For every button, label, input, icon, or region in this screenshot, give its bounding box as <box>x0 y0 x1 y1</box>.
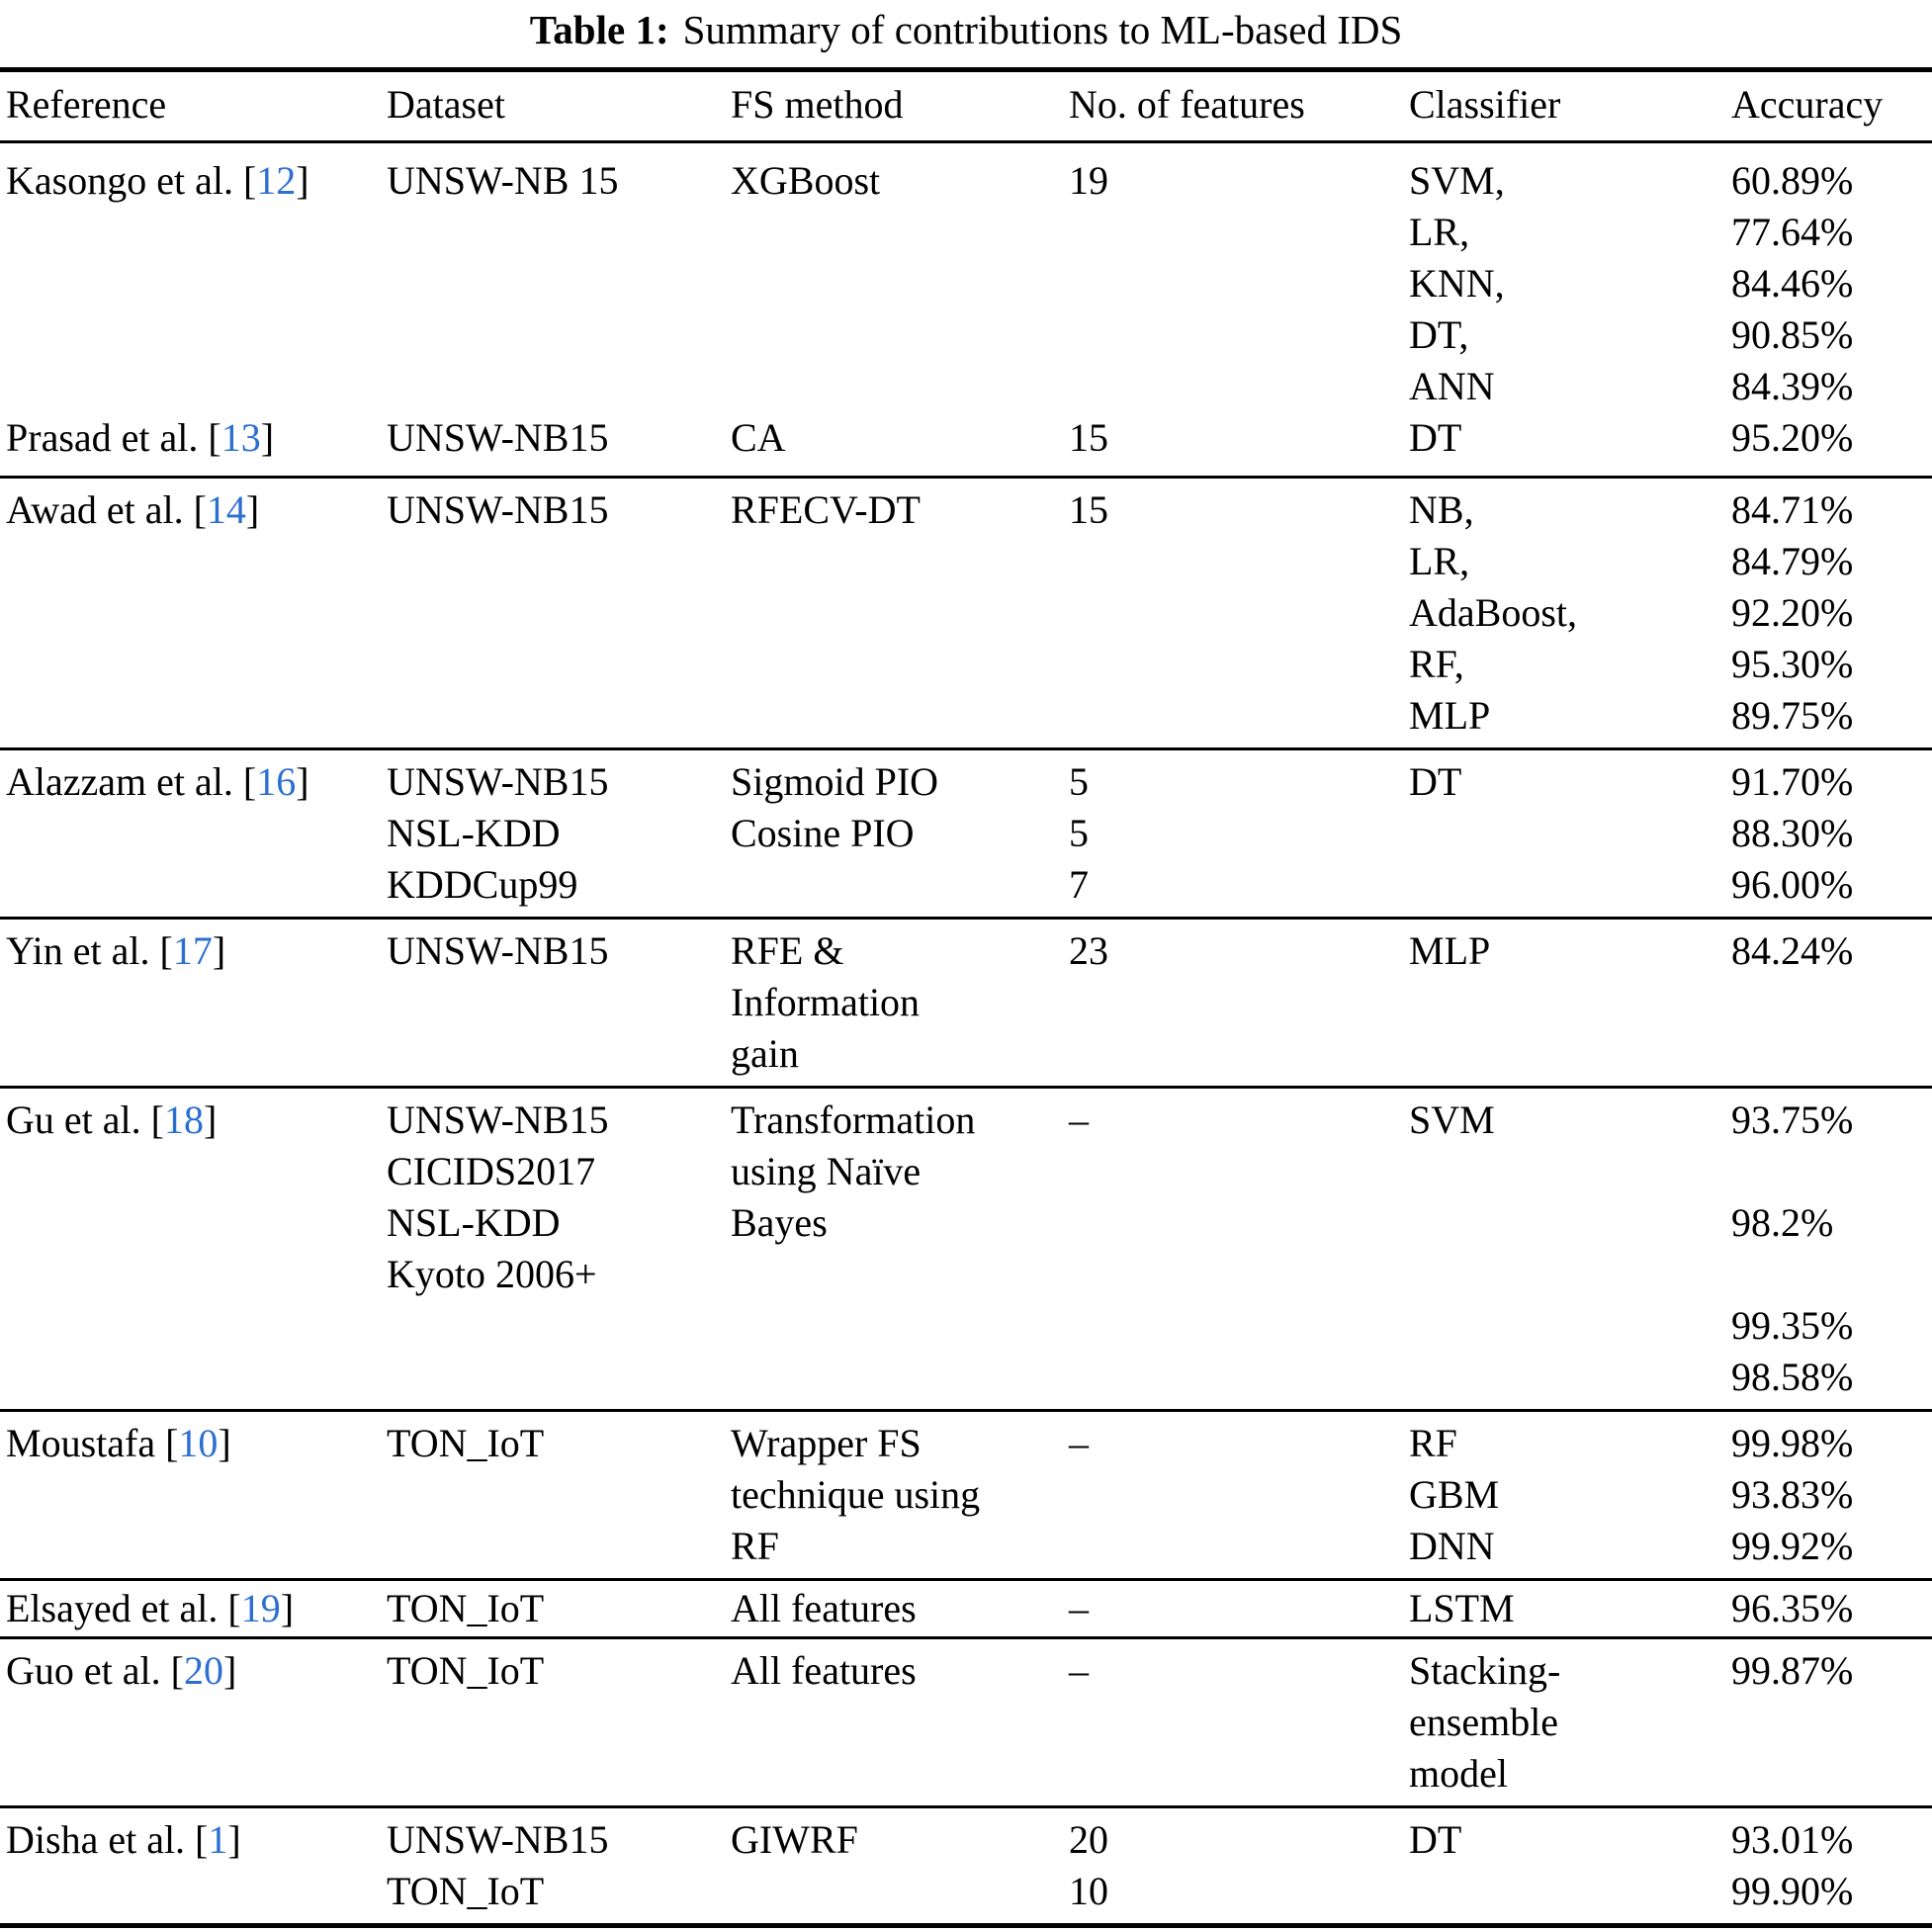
table-line: UNSW-NB15 <box>387 487 609 532</box>
table-line: Cosine PIO <box>731 811 915 855</box>
header-cell-dataset <box>381 79 725 131</box>
table-line: LR, <box>1409 539 1470 583</box>
table-line: All features <box>731 1586 917 1630</box>
column-header: Reference <box>6 82 167 127</box>
table-line <box>1069 258 1403 309</box>
cell-dataset <box>381 1814 725 1917</box>
cell-fs-method <box>725 1645 1063 1800</box>
table-line: 5 <box>1069 759 1089 804</box>
cell-reference <box>0 925 381 1080</box>
table-line: Wrapper FS <box>731 1421 922 1465</box>
table-line: UNSW-NB15 <box>387 1817 609 1862</box>
table-line <box>387 309 725 361</box>
cell-reference <box>0 1418 381 1572</box>
table-section-5 <box>0 1089 1932 1412</box>
cell-classifier <box>1403 155 1725 464</box>
table-line: 99.35% <box>1731 1303 1854 1348</box>
table-line: 10 <box>1069 1869 1108 1913</box>
citation-link[interactable]: 19 <box>240 1586 281 1630</box>
table-line: XGBoost <box>731 158 881 203</box>
table-line: 84.46% <box>1731 261 1854 306</box>
cell-classifier <box>1403 756 1725 911</box>
table-line: Kasongo et al. [12] <box>6 158 309 203</box>
cell-accuracy <box>1725 1095 1932 1403</box>
citation-link[interactable]: 14 <box>206 487 246 532</box>
column-header: FS method <box>731 82 904 127</box>
table-line: DNN <box>1409 1524 1495 1568</box>
table-line <box>6 309 381 361</box>
cell-reference <box>0 155 381 464</box>
table-line: RF <box>1409 1421 1457 1465</box>
citation-link[interactable]: 17 <box>172 928 213 973</box>
table-line: ensemble <box>1409 1700 1559 1744</box>
table-line: KDDCup99 <box>387 862 578 907</box>
table-line: 99.98% <box>1731 1421 1854 1465</box>
column-header: Classifier <box>1409 82 1561 127</box>
cell-accuracy <box>1725 155 1932 464</box>
table-line: 99.92% <box>1731 1524 1854 1568</box>
table-line: 90.85% <box>1731 312 1854 357</box>
table-line <box>1731 1249 1932 1300</box>
table-line: 23 <box>1069 928 1108 973</box>
cell-fs-method <box>725 756 1063 911</box>
table-line: 84.24% <box>1731 928 1854 973</box>
table-caption-label: Table 1: <box>529 7 669 52</box>
table-section-7 <box>0 1581 1932 1639</box>
cell-dataset <box>381 155 725 464</box>
table-section-6 <box>0 1412 1932 1581</box>
table-line: 84.71% <box>1731 487 1854 532</box>
table-caption-text: Summary of contributions to ML-based IDS <box>682 7 1403 52</box>
table-section-9 <box>0 1808 1932 1923</box>
cell-accuracy <box>1725 925 1932 1080</box>
cell-num-features <box>1063 1645 1403 1800</box>
table-line: NSL-KDD <box>387 1200 561 1245</box>
table-line: RF <box>731 1524 779 1568</box>
table-line: MLP <box>1409 693 1491 738</box>
table-line: GBM <box>1409 1472 1500 1517</box>
cell-reference <box>0 1645 381 1800</box>
column-header: Dataset <box>387 82 505 127</box>
table-line: UNSW-NB15 <box>387 1098 609 1142</box>
table-line: 98.2% <box>1731 1200 1834 1245</box>
table-line: Disha et al. [1] <box>6 1817 241 1862</box>
table-line: SVM <box>1409 1098 1495 1142</box>
cell-fs-method <box>725 1095 1063 1403</box>
cell-classifier <box>1403 484 1725 742</box>
table-line <box>731 309 1063 361</box>
table-line: 93.75% <box>1731 1098 1854 1142</box>
table-line: technique using <box>731 1472 981 1517</box>
cell-accuracy <box>1725 756 1932 911</box>
table-line: LSTM <box>1409 1586 1515 1630</box>
table-line: Sigmoid PIO <box>731 759 939 804</box>
table-line <box>6 361 381 412</box>
table-line: 93.01% <box>1731 1817 1854 1862</box>
cell-num-features <box>1063 1418 1403 1572</box>
cell-dataset <box>381 756 725 911</box>
cell-fs-method <box>725 1418 1063 1572</box>
table-line: 91.70% <box>1731 759 1854 804</box>
cell-classifier <box>1403 1645 1725 1800</box>
cell-num-features <box>1063 756 1403 911</box>
table-line: LR, <box>1409 210 1470 254</box>
table-line: GIWRF <box>731 1817 858 1862</box>
table-line <box>1069 361 1403 412</box>
cell-classifier <box>1403 1095 1725 1403</box>
table-line: Information <box>731 980 921 1024</box>
table-line: 15 <box>1069 415 1108 460</box>
table-line: UNSW-NB 15 <box>387 158 619 203</box>
table-line <box>387 361 725 412</box>
column-header: Accuracy <box>1731 82 1884 127</box>
cell-fs-method <box>725 925 1063 1080</box>
table-line: Kyoto 2006+ <box>387 1252 597 1296</box>
table-line: 20 <box>1069 1817 1108 1862</box>
table-line: RF, <box>1409 642 1464 686</box>
table-line: 95.20% <box>1731 415 1854 460</box>
table-line: KNN, <box>1409 261 1505 306</box>
citation-link[interactable]: 10 <box>178 1421 219 1465</box>
cell-classifier <box>1403 1814 1725 1917</box>
table-line <box>731 207 1063 258</box>
table-line: gain <box>731 1031 799 1076</box>
cell-num-features <box>1063 1814 1403 1917</box>
table-line <box>387 207 725 258</box>
cell-accuracy <box>1725 1583 1932 1634</box>
table-line: CA <box>731 415 786 460</box>
header-cell-reference <box>0 79 381 131</box>
table-line: Awad et al. [14] <box>6 487 260 532</box>
table-line: NB, <box>1409 487 1474 532</box>
table-body <box>0 143 1932 1923</box>
column-header: No. of features <box>1069 82 1305 127</box>
cell-accuracy <box>1725 1418 1932 1572</box>
table-line: TON_IoT <box>387 1648 545 1693</box>
table-line: – <box>1069 1098 1089 1142</box>
cell-num-features <box>1063 925 1403 1080</box>
table-line <box>1069 207 1403 258</box>
cell-dataset <box>381 1583 725 1634</box>
header-cell-num-features <box>1063 79 1403 131</box>
table-line <box>731 258 1063 309</box>
table-line: 5 <box>1069 811 1089 855</box>
table-line: – <box>1069 1586 1089 1630</box>
table-line: RFE & <box>731 928 844 973</box>
table-line: All features <box>731 1648 917 1693</box>
table-line: – <box>1069 1648 1089 1693</box>
table-line: 77.64% <box>1731 210 1854 254</box>
table-line: CICIDS2017 <box>387 1149 596 1193</box>
table-section-1 <box>0 143 1932 479</box>
table-line: 7 <box>1069 862 1089 907</box>
table-header-row <box>0 72 1932 143</box>
table-line: DT, <box>1409 312 1469 357</box>
table-line: AdaBoost, <box>1409 590 1577 635</box>
table-line: UNSW-NB15 <box>387 759 609 804</box>
table-line: 98.58% <box>1731 1355 1854 1399</box>
cell-dataset <box>381 1645 725 1800</box>
cell-num-features <box>1063 155 1403 464</box>
table-line: Guo et al. [20] <box>6 1648 237 1693</box>
table-line: 93.83% <box>1731 1472 1854 1517</box>
cell-accuracy <box>1725 1814 1932 1917</box>
cell-accuracy <box>1725 1645 1932 1800</box>
table-section-4 <box>0 920 1932 1089</box>
citation-link[interactable]: 20 <box>183 1648 223 1693</box>
table-line: RFECV-DT <box>731 487 921 532</box>
cell-num-features <box>1063 1095 1403 1403</box>
table-line: 99.87% <box>1731 1648 1854 1693</box>
table-line: Bayes <box>731 1200 828 1245</box>
table-line <box>1069 309 1403 361</box>
table-line: Prasad et al. [13] <box>6 415 275 460</box>
citation-link[interactable]: 16 <box>256 759 297 804</box>
cell-num-features <box>1063 484 1403 742</box>
table-line: 19 <box>1069 158 1108 203</box>
table-line: 60.89% <box>1731 158 1854 203</box>
cell-num-features <box>1063 1583 1403 1634</box>
cell-classifier <box>1403 1583 1725 1634</box>
table-section-2 <box>0 479 1932 750</box>
cell-reference <box>0 756 381 911</box>
cell-reference <box>0 1814 381 1917</box>
cell-reference <box>0 1095 381 1403</box>
table-line: Transformation <box>731 1098 976 1142</box>
table-line: NSL-KDD <box>387 811 561 855</box>
cell-classifier <box>1403 925 1725 1080</box>
table-line: TON_IoT <box>387 1869 545 1913</box>
table-line <box>731 361 1063 412</box>
table-line: Yin et al. [17] <box>6 928 226 973</box>
citation-link[interactable]: 12 <box>256 158 297 203</box>
table-line: DT <box>1409 1817 1462 1862</box>
table-line: Moustafa [10] <box>6 1421 231 1465</box>
cell-accuracy <box>1725 484 1932 742</box>
header-cell-accuracy <box>1725 79 1932 131</box>
cell-fs-method <box>725 155 1063 464</box>
cell-dataset <box>381 1095 725 1403</box>
table-line: DT <box>1409 415 1462 460</box>
cell-reference <box>0 1583 381 1634</box>
table-line <box>6 207 381 258</box>
table-line <box>387 258 725 309</box>
table-line: DT <box>1409 759 1462 804</box>
table-line: Gu et al. [18] <box>6 1098 218 1142</box>
table-line: 96.00% <box>1731 862 1854 907</box>
table-line: 15 <box>1069 487 1108 532</box>
table-caption <box>0 4 1932 55</box>
table-line: 88.30% <box>1731 811 1854 855</box>
cell-dataset <box>381 925 725 1080</box>
citation-link[interactable]: 13 <box>220 415 261 460</box>
header-cell-fs-method <box>725 79 1063 131</box>
table-line <box>6 258 381 309</box>
table-line: 99.90% <box>1731 1869 1854 1913</box>
table-line: TON_IoT <box>387 1421 545 1465</box>
cell-fs-method <box>725 1583 1063 1634</box>
cell-fs-method <box>725 1814 1063 1917</box>
table-section-8 <box>0 1639 1932 1808</box>
table-line: – <box>1069 1421 1089 1465</box>
table-line: UNSW-NB15 <box>387 928 609 973</box>
table-line: SVM, <box>1409 158 1505 203</box>
table-line: TON_IoT <box>387 1586 545 1630</box>
table-line: ANN <box>1409 364 1495 408</box>
cell-dataset <box>381 484 725 742</box>
header-cell-classifier <box>1403 79 1725 131</box>
cell-fs-method <box>725 484 1063 742</box>
table-line: 84.39% <box>1731 364 1854 408</box>
table-line: 84.79% <box>1731 539 1854 583</box>
table-line: UNSW-NB15 <box>387 415 609 460</box>
citation-link[interactable]: 18 <box>163 1098 204 1142</box>
summary-table <box>0 67 1932 1928</box>
table-line: 89.75% <box>1731 693 1854 738</box>
table-line: MLP <box>1409 928 1491 973</box>
table-line: model <box>1409 1751 1508 1796</box>
table-line: 95.30% <box>1731 642 1854 686</box>
table-line: Alazzam et al. [16] <box>6 759 309 804</box>
table-line: Stacking- <box>1409 1648 1561 1693</box>
cell-reference <box>0 484 381 742</box>
table-section-3 <box>0 750 1932 920</box>
table-line: 96.35% <box>1731 1586 1854 1630</box>
table-line <box>1731 1146 1932 1197</box>
cell-dataset <box>381 1418 725 1572</box>
table-line: using Naïve <box>731 1149 922 1193</box>
table-line: Elsayed et al. [19] <box>6 1586 295 1630</box>
cell-classifier <box>1403 1418 1725 1572</box>
citation-link[interactable]: 1 <box>208 1817 228 1862</box>
table-line: 92.20% <box>1731 590 1854 635</box>
